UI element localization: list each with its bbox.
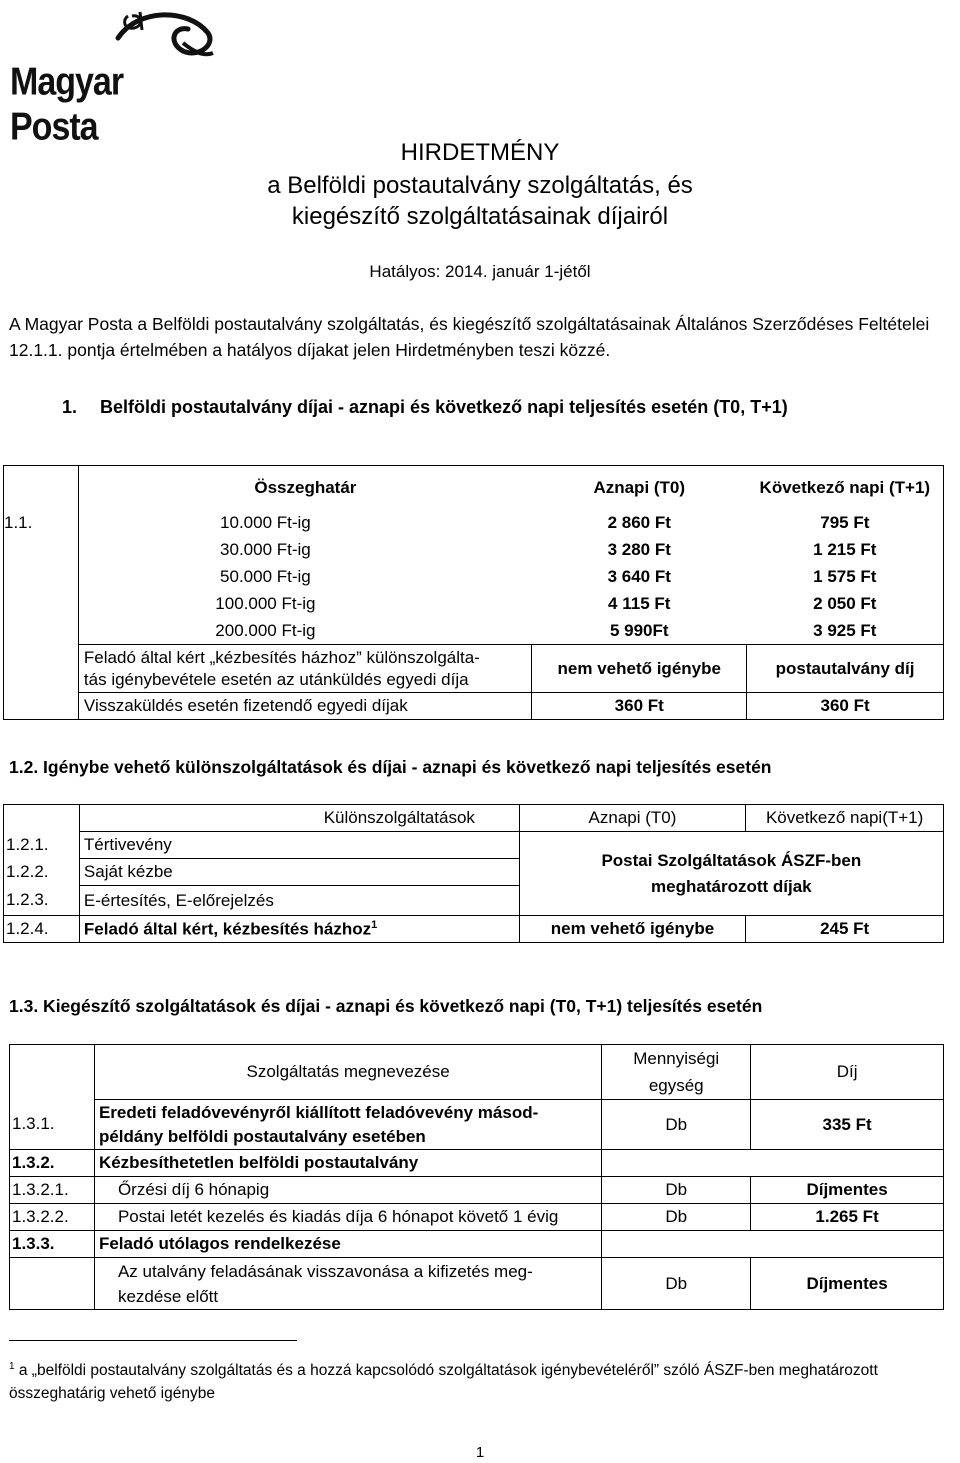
header-blank-cell — [10, 1045, 95, 1100]
table-section3 — [9, 1044, 944, 1310]
return-t0: 360 Ft — [532, 693, 747, 720]
amount-cell: 100.000 Ft-ig — [78, 591, 531, 618]
blank-cell — [751, 1150, 944, 1177]
header-unit-line1: Mennyiségi — [633, 1049, 720, 1068]
amount-cell: 30.000 Ft-ig — [78, 537, 531, 564]
t0-cell: 5 990Ft — [609, 620, 669, 640]
r21-fee: Díjmentes — [751, 1177, 944, 1204]
return-t1: 360 Ft — [747, 693, 944, 720]
r21-unit: Db — [602, 1177, 751, 1204]
r31-unit: Db — [602, 1258, 751, 1310]
header-unit — [602, 1045, 751, 1100]
page-number: 1 — [475, 1444, 485, 1461]
merged-fee-line1: Postai Szolgáltatások ÁSZF-ben — [601, 850, 862, 870]
row-id: 1.2.4. — [4, 916, 80, 943]
header-service-label: Különszolgáltatások — [323, 808, 475, 827]
r31-name-line1: Az utalvány feladásának visszavonása a kifizetés meg- — [117, 1261, 533, 1281]
r1-unit: Db — [602, 1100, 751, 1150]
header-fee: Díj — [751, 1045, 944, 1100]
delivery-t1: postautalvány díj — [747, 645, 944, 693]
service-name-delivery-text: Feladó által kért, kézbesítés házhoz — [83, 919, 372, 939]
header-t0: Aznapi (T0) — [519, 805, 746, 832]
delivery-label — [78, 645, 531, 693]
row-id: 1.2.3. — [4, 886, 80, 916]
t0-cell: 3 640 Ft — [607, 567, 671, 586]
blank-cell — [751, 1231, 944, 1258]
footnote-separator — [9, 1340, 297, 1341]
t1-cell: 795 Ft — [747, 510, 944, 537]
header-blank-cell — [4, 466, 79, 510]
header-t1: Következő napi(T+1) — [746, 805, 944, 832]
logo-wordmark: Magyar Posta — [10, 60, 124, 149]
t0-cell: 3 280 Ft — [607, 540, 671, 559]
blank-cell — [4, 693, 79, 720]
header-name: Szolgáltatás megnevezése — [94, 1045, 601, 1100]
blank-cell — [4, 645, 79, 693]
r3-name: Feladó utólagos rendelkezése — [94, 1231, 601, 1258]
r1-name — [94, 1100, 601, 1150]
r31-name-line2: kezdése előtt — [117, 1286, 219, 1306]
header-t0: Aznapi (T0) — [532, 466, 747, 510]
footnote-text: a „belföldi postautalvány szolgáltatás és a hozzá kapcsolódó szolgáltatások igénybevételéről” szóló ÁSZF-ben meghatározott összeghatárig vehető igénybe — [9, 1362, 878, 1403]
footnote-mark: 1 — [9, 1361, 15, 1372]
table-section2 — [3, 804, 944, 943]
r31-fee: Díjmentes — [751, 1258, 944, 1310]
t1-cell: 3 925 Ft — [747, 618, 944, 645]
t0-cell: 4 115 Ft — [608, 594, 671, 613]
r2-name: Kézbesíthetetlen belföldi postautalvány — [94, 1150, 601, 1177]
header-service — [79, 805, 519, 832]
t1-cell: 1 215 Ft — [747, 537, 944, 564]
section1-heading: Belföldi postautalvány díjai - aznapi és következő napi teljesítés esetén (T0, T+1) — [100, 397, 788, 417]
return-label: Visszaküldés esetén fizetendő egyedi díjak — [78, 693, 531, 720]
amount-cell: 50.000 Ft-ig — [78, 564, 531, 591]
delivery-t1: 245 Ft — [746, 916, 944, 943]
r1-name-line1: Eredeti feladóvevényről kiállított feladóvevény másod- — [98, 1102, 539, 1122]
footnote — [9, 1355, 949, 1405]
service-name: Tértivevény — [79, 832, 519, 859]
title-line-2: a Belföldi postautalvány szolgáltatás, és — [267, 172, 693, 199]
delivery-label-line2: tás igénybevétele esetén az utánküldés egyedi díja — [83, 669, 469, 689]
blank-cell — [10, 1258, 95, 1310]
effective-date: Hatályos: 2014. január 1-jétől — [369, 262, 591, 281]
r1-fee: 335 Ft — [751, 1100, 944, 1150]
magyar-posta-logo — [8, 8, 218, 149]
row-id: 1.1. — [4, 510, 79, 537]
header-t1: Következő napi (T+1) — [747, 466, 944, 510]
header-blank-cell — [4, 805, 80, 832]
r22-unit: Db — [602, 1204, 751, 1231]
section3-heading: 1.3. Kiegészítő szolgáltatások és díjai - aznapi és következő napi (T0, T+1) teljesítés esetén — [9, 996, 763, 1016]
row-id: 1.2.1. — [4, 832, 80, 859]
merged-fee-line2: meghatározott díjak — [651, 876, 812, 896]
section1-number: 1. — [62, 397, 78, 417]
header-unit-line2: egység — [648, 1076, 704, 1095]
row-id: 1.3.3. — [10, 1231, 95, 1258]
r31-name — [94, 1258, 601, 1310]
blank-cell — [602, 1150, 751, 1177]
title-line-3: kiegészítő szolgáltatásainak díjairól — [291, 203, 669, 230]
service-name: E-értesítés, E-előrejelzés — [79, 886, 519, 916]
delivery-t0: nem vehető igénybe — [519, 916, 746, 943]
t1-cell: 2 050 Ft — [747, 591, 944, 618]
section2-heading: 1.2. Igénybe vehető különszolgáltatások és díjai - aznapi és következő napi teljesítés esetén — [9, 757, 772, 777]
delivery-label-line1: Feladó által kért „kézbesítés házhoz” különszolgálta- — [83, 647, 480, 667]
blank-cell — [4, 618, 79, 645]
footnote-ref: 1 — [371, 918, 378, 931]
blank-cell — [4, 564, 79, 591]
delivery-t0: nem vehető igénybe — [532, 645, 747, 693]
t1-cell: 1 575 Ft — [747, 564, 944, 591]
row-id: 1.3.1. — [10, 1100, 95, 1150]
table-section1 — [3, 465, 944, 720]
r22-name: Postai letét kezelés és kiadás díja 6 hónapot követő 1 évig — [94, 1204, 601, 1231]
merged-fee-cell — [519, 832, 943, 916]
title-line-1: HIRDETMÉNY — [400, 139, 560, 166]
r21-name: Őrzési díj 6 hónapig — [94, 1177, 601, 1204]
service-name: Saját kézbe — [79, 859, 519, 886]
amount-cell: 10.000 Ft-ig — [78, 510, 531, 537]
row-id: 1.2.2. — [4, 859, 80, 886]
header-amount: Összeghatár — [78, 466, 531, 510]
amount-cell: 200.000 Ft-ig — [78, 618, 531, 645]
row-id: 1.3.2.1. — [10, 1177, 95, 1204]
blank-cell — [602, 1231, 751, 1258]
blank-cell — [4, 591, 79, 618]
blank-cell — [4, 537, 79, 564]
t0-cell: 2 860 Ft — [607, 513, 671, 532]
r22-fee: 1.265 Ft — [751, 1204, 944, 1231]
intro-paragraph: A Magyar Posta a Belföldi postautalvány szolgáltatás, és kiegészítő szolgáltatásainak Általános Szerződéses Feltételei 12.1.1. pontja értelmében a hatályos díjakat jelen Hirdetményben teszi közzé. — [9, 314, 930, 360]
row-id: 1.3.2.2. — [10, 1204, 95, 1231]
r1-name-line2: példány belföldi postautalvány esetében — [98, 1126, 426, 1146]
service-name-delivery — [79, 916, 519, 943]
row-id: 1.3.2. — [10, 1150, 95, 1177]
